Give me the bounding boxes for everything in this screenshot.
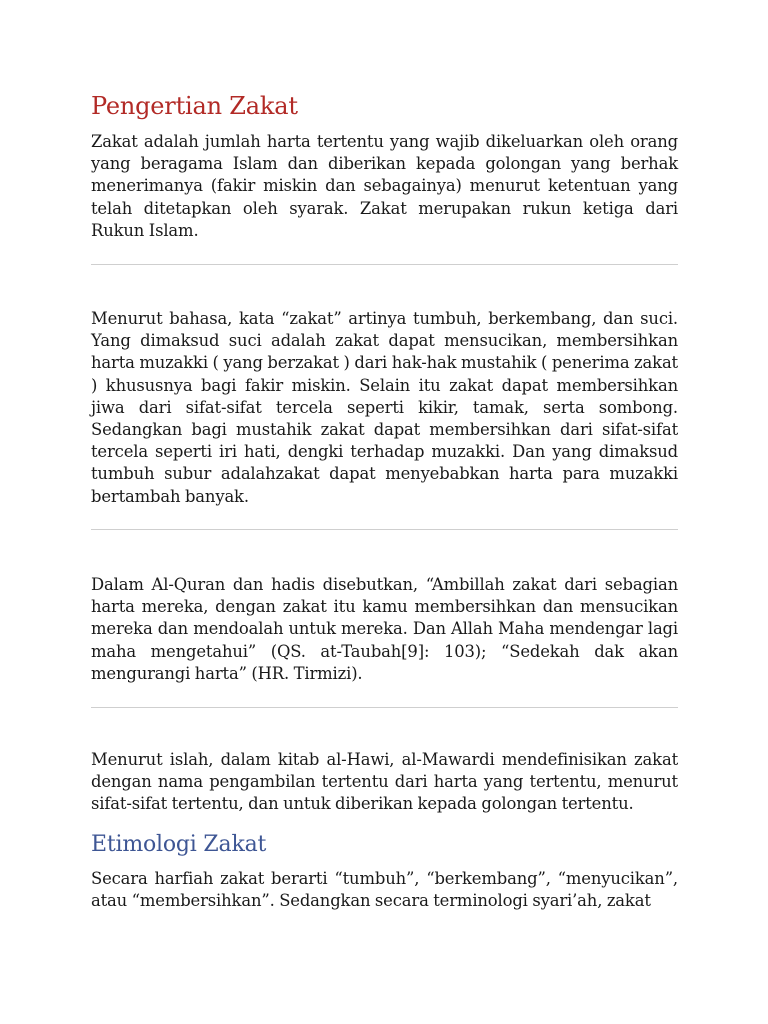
- divider: [91, 529, 678, 530]
- paragraph-language-meaning: Menurut bahasa, kata “zakat” artinya tumbuh, berkembang, dan suci. Yang dimaksud suci adalah zakat dapat mensucikan, membersihkan harta muzakki ( yang berzakat ) dari hak-hak mustahik ( penerima zakat ) khususnya bagi fakir miskin. Selain itu zakat dapat membersihkan jiwa dari sifat-sifat tercela seperti kikir, tamak, serta sombong. Sedangkan bagi mustahik zakat dapat membersihkan dari sifat-sifat tercela seperti iri hati, dengki terhadap muzakki. Dan yang dimaksud tumbuh subur adalahzakat dapat menyebabkan harta para muzakki bertambah banyak.: [91, 309, 678, 506]
- heading-etimologi-zakat: Etimologi Zakat: [91, 832, 267, 857]
- heading-pengertian-zakat: Pengertian Zakat: [91, 92, 298, 120]
- paragraph-etymology: Secara harfiah zakat berarti “tumbuh”, “berkembang”, “menyucikan”, atau “membersihkan”. Sedangkan secara terminologi syari’ah, zakat: [91, 869, 678, 911]
- paragraph-definition: Zakat adalah jumlah harta tertentu yang wajib dikeluarkan oleh orang yang beragama Islam dan diberikan kepada golongan yang berhak menerimanya (fakir miskin dan sebagainya) menurut ketentuan yang telah ditetapkan oleh syarak. Zakat merupakan rukun ketiga dari Rukun Islam.: [91, 132, 678, 240]
- divider: [91, 707, 678, 708]
- paragraph-quran-hadith: Dalam Al-Quran dan hadis disebutkan, “Ambillah zakat dari sebagian harta mereka, dengan zakat itu kamu membersihkan dan mensucikan mereka dan mendoalah untuk mereka. Dan Allah Maha mendengar lagi maha mengetahui” (QS. at-Taubah[9]: 103); “Sedekah dak akan mengurangi harta” (HR. Tirmizi).: [91, 575, 678, 683]
- paragraph-al-mawardi: Menurut islah, dalam kitab al-Hawi, al-Mawardi mendefinisikan zakat dengan nama pengambilan tertentu dari harta yang tertentu, menurut sifat-sifat tertentu, dan untuk diberikan kepada golongan tertentu.: [91, 750, 678, 814]
- divider: [91, 264, 678, 265]
